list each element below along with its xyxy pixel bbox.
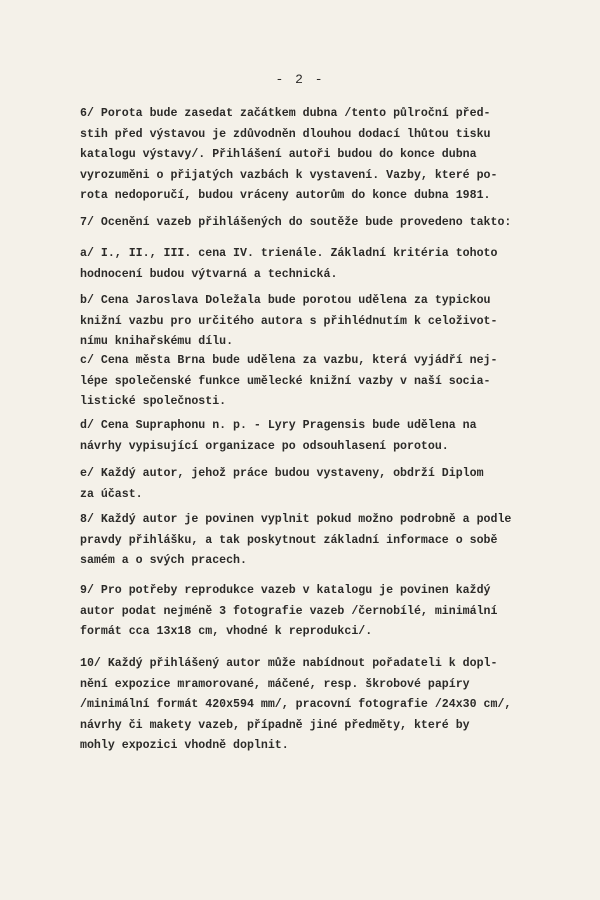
paragraph-7c xyxy=(80,351,497,413)
page-number: - 2 - xyxy=(275,72,325,87)
text-line: listické společnosti. xyxy=(80,395,227,408)
paragraph-7a xyxy=(80,244,497,285)
text-line: autor podat nejméně 3 fotografie vazeb /černobílé, minimální xyxy=(80,604,498,618)
text-line: b/ Cena Jaroslava Doležala bude porotou udělena za typickou xyxy=(80,294,491,307)
text-line: vyrozuměni o přijatých vazbách k vystavení. Vazby, které po- xyxy=(80,168,498,182)
text-line: 8/ Každý autor je povinen vyplnit pokud možno podrobně a podle xyxy=(80,513,512,526)
text-line: a/ I., II., III. cena IV. trienále. Základní kritéria tohoto xyxy=(80,247,498,260)
text-line: za účast. xyxy=(80,487,143,501)
paragraph-7e xyxy=(80,464,484,505)
text-line: nění expozice mramorované, máčené, resp. škrobové papíry xyxy=(80,677,470,691)
paragraph-10 xyxy=(80,654,511,757)
paragraph-8 xyxy=(80,510,511,572)
text-line: samém a o svých pracech. xyxy=(80,554,247,567)
text-line: nímu knihařskému dílu. xyxy=(80,335,234,348)
text-line: lépe společenské funkce umělecké knižní vazby v naší socia- xyxy=(80,374,491,388)
paragraph-7 xyxy=(80,213,511,234)
text-line: c/ Cena města Brna bude udělena za vazbu, která vyjádří nej- xyxy=(80,354,498,367)
paragraph-7b xyxy=(80,291,497,353)
text-line: mohly expozici vhodně doplnit. xyxy=(80,739,289,752)
text-line: rota nedoporučí, budou vráceny autorům do konce dubna 1981. xyxy=(80,189,491,202)
text-line: návrhy či makety vazeb, případně jiné předměty, které by xyxy=(80,718,470,732)
text-line: katalogu výstavy/. Přihlášení autoři budou do konce dubna xyxy=(80,148,477,161)
text-line: knižní vazbu pro určitého autora s přihlédnutím k celoživot- xyxy=(80,314,498,328)
text-line: 7/ Ocenění vazeb přihlášených do soutěže bude provedeno takto: xyxy=(80,216,512,229)
text-line: 9/ Pro potřeby reprodukce vazeb v katalogu je povinen každý xyxy=(80,584,491,597)
text-line: návrhy vypisující organizace po odsouhlasení porotou. xyxy=(80,439,449,453)
text-line: e/ Každý autor, jehož práce budou vystaveny, obdrží Diplom xyxy=(80,467,484,480)
text-line: /minimální formát 420x594 mm/, pracovní fotografie /24x30 cm/, xyxy=(80,698,512,711)
text-line: stih před výstavou je zdůvodněn dlouhou dodací lhůtou tisku xyxy=(80,127,491,141)
text-line: hodnocení budou výtvarná a technická. xyxy=(80,267,338,281)
paragraph-7d xyxy=(80,416,477,457)
paragraph-6 xyxy=(80,104,497,207)
text-line: 10/ Každý přihlášený autor může nabídnout pořadateli k dopl- xyxy=(80,657,498,670)
paragraph-9 xyxy=(80,581,497,643)
text-line: formát cca 13x18 cm, vhodné k reprodukci/. xyxy=(80,625,373,638)
text-line: pravdy přihlášku, a tak poskytnout základní informace o sobě xyxy=(80,533,498,547)
text-line: d/ Cena Supraphonu n. p. - Lyry Pragensis bude udělena na xyxy=(80,419,477,432)
text-line: 6/ Porota bude zasedat začátkem dubna /tento půlroční před- xyxy=(80,107,491,120)
